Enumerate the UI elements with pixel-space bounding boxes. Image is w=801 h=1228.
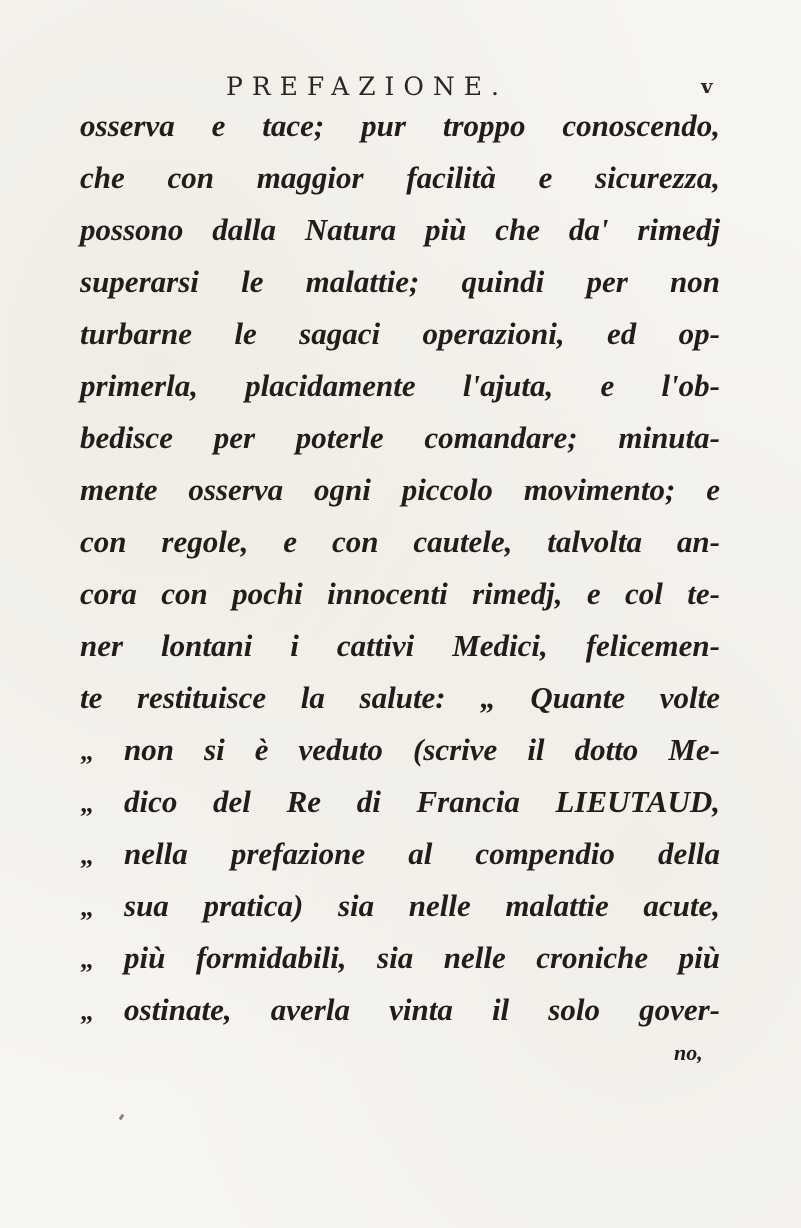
text-line: primerla, placidamente l'ajuta, e l'ob- xyxy=(80,368,720,403)
quoted-line xyxy=(80,782,720,824)
quote-mark: „ xyxy=(80,997,93,1026)
quoted-line xyxy=(80,990,720,1032)
quoted-line-text: più formidabili, sia nelle croniche più xyxy=(124,940,720,975)
running-title: PREFAZIONE. xyxy=(226,72,508,101)
text-line: che con maggior facilità e sicurezza, xyxy=(80,160,720,195)
text-line: bedisce per poterle comandare; minuta- xyxy=(80,420,720,455)
text-line: ner lontani i cattivi Medici, felicemen- xyxy=(80,628,720,663)
quoted-line xyxy=(80,886,720,928)
quoted-line-text: non si è veduto (scrive il dotto Me- xyxy=(124,732,720,767)
text-line: te restituisce la salute: „ Quante volte xyxy=(80,680,720,715)
text-line: osserva e tace; pur troppo conoscendo, xyxy=(80,108,720,143)
catchword: no, xyxy=(674,1040,703,1065)
page-number: v xyxy=(701,74,713,98)
quoted-line-text: ostinate, averla vinta il solo gover- xyxy=(124,992,720,1027)
quote-mark: „ xyxy=(80,841,93,870)
quoted-line-text: dico del Re di Francia LIEUTAUD, xyxy=(124,784,720,819)
text-line: mente osserva ogni piccolo movimento; e xyxy=(80,472,720,507)
text-line: superarsi le malattie; quindi per non xyxy=(80,264,720,299)
page-header xyxy=(0,72,801,102)
text-line: turbarne le sagaci operazioni, ed op- xyxy=(80,316,720,351)
quote-mark: „ xyxy=(80,893,93,922)
quote-mark: „ xyxy=(80,945,93,974)
quoted-line-text: sua pratica) sia nelle malattie acute, xyxy=(124,888,720,923)
quoted-line xyxy=(80,938,720,980)
text-line: cora con pochi innocenti rimedj, e col te- xyxy=(80,576,720,611)
text-line: con regole, e con cautele, talvolta an- xyxy=(80,524,720,559)
quote-mark: „ xyxy=(80,737,93,766)
paper-speck xyxy=(119,1114,125,1121)
text-line: possono dalla Natura più che da' rimedj xyxy=(80,212,720,247)
quoted-line xyxy=(80,834,720,876)
quoted-line-text: nella prefazione al compendio della xyxy=(124,836,720,871)
quote-mark: „ xyxy=(80,789,93,818)
quoted-line xyxy=(80,730,720,772)
